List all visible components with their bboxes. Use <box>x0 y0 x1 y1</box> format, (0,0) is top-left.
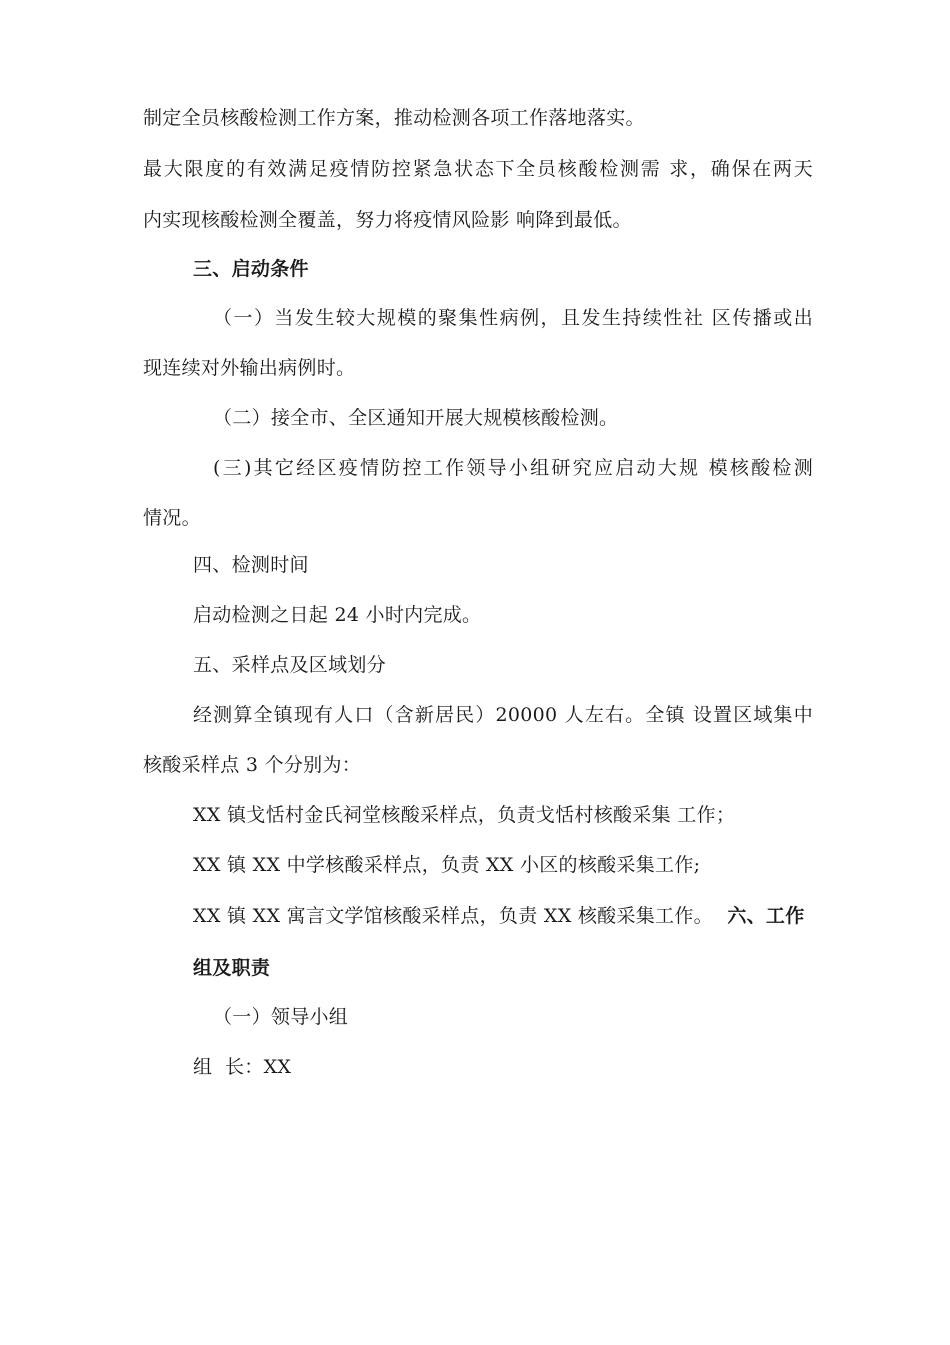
paragraph-line: 内实现核酸检测全覆盖，努力将疫情风险影 响降到最低。 <box>143 209 632 231</box>
paragraph-line <box>193 904 813 928</box>
section-heading: 三、启动条件 <box>193 258 309 280</box>
paragraph-line: 情况。 <box>143 507 201 529</box>
paragraph-text: XX 镇 XX 寓言文学馆核酸采样点，负责 XX 核酸采集工作。 <box>193 905 713 927</box>
paragraph-line: （一）当发生较大规模的聚集性病例，且发生持续性社 区传播或出 <box>213 307 813 329</box>
paragraph-line: XX 镇戈恬村金氏祠堂核酸采样点，负责戈恬村核酸采集 工作； <box>193 804 736 826</box>
paragraph-line: 核酸采样点 3 个分别为： <box>143 754 362 776</box>
paragraph-line: 经测算全镇现有人口（含新居民）20000 人左右。全镇 设置区域集中 <box>193 704 813 726</box>
paragraph-line: (三)其它经区疫情防控工作领导小组研究应启动大规 模核酸检测 <box>213 457 813 479</box>
section-heading: 五、采样点及区域划分 <box>193 654 387 676</box>
paragraph-line: （二）接全市、全区通知开展大规模核酸检测。 <box>213 407 619 429</box>
section-heading: 四、检测时间 <box>193 554 309 576</box>
paragraph-line: 最大限度的有效满足疫情防控紧急状态下全员核酸检测需 求，确保在两天 <box>143 158 813 180</box>
subsection-heading: （一）领导小组 <box>213 1006 349 1028</box>
section-heading: 六、工作 <box>727 905 805 927</box>
paragraph-line: 制定全员核酸检测工作方案，推动检测各项工作落地落实。 <box>143 107 645 129</box>
paragraph-line: XX 镇 XX 中学核酸采样点，负责 XX 小区的核酸采集工作; <box>193 854 701 876</box>
paragraph-line: 启动检测之日起 24 小时内完成。 <box>193 604 482 626</box>
paragraph-line: 组 长：XX <box>193 1056 292 1078</box>
section-heading-continued: 组及职责 <box>193 957 271 979</box>
paragraph-line: 现连续对外输出病例时。 <box>143 357 356 379</box>
